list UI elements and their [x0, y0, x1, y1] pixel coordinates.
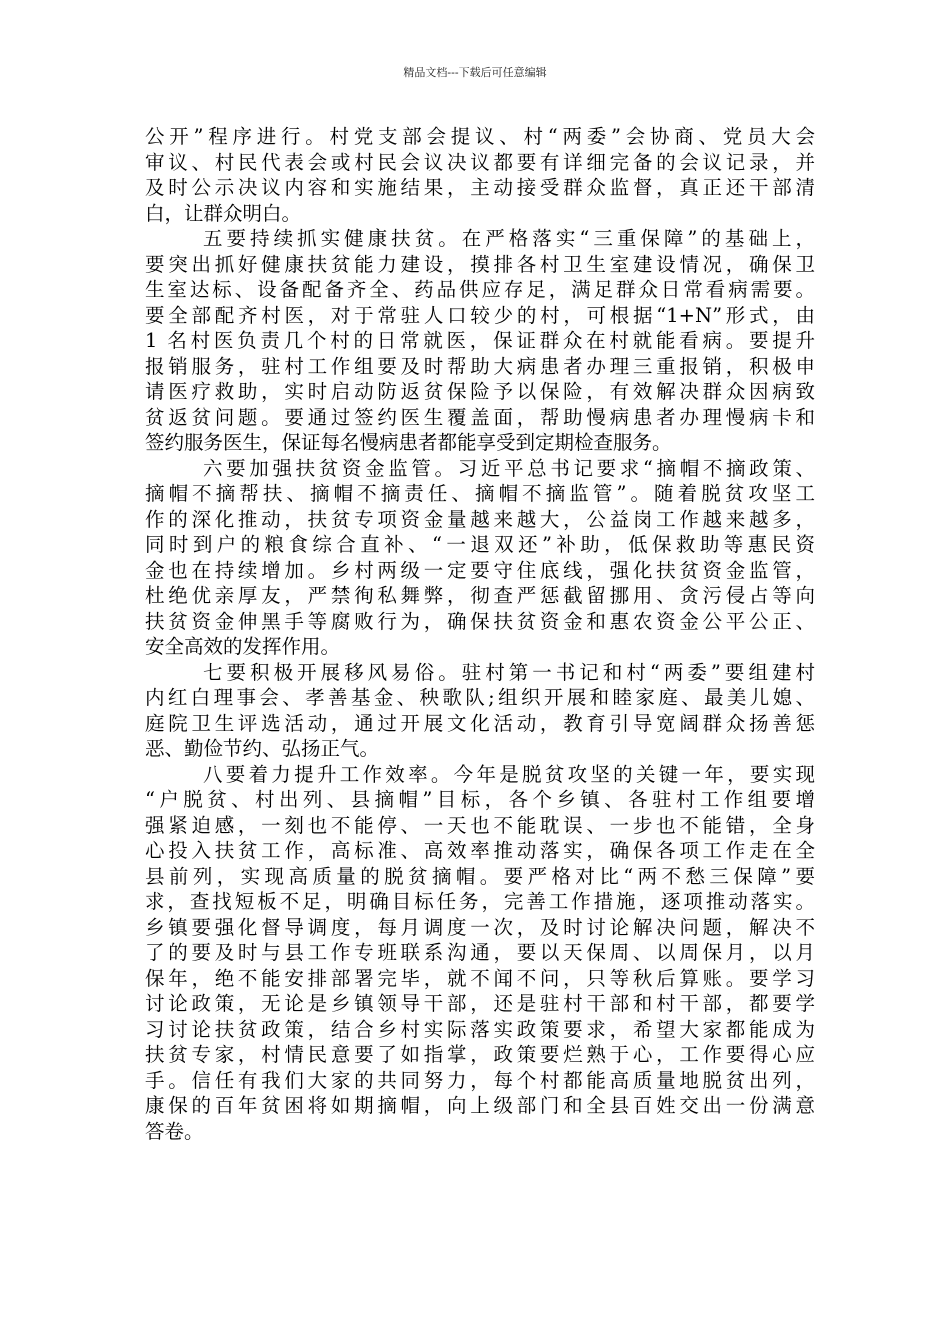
paragraph-line: 作的深化推动，扶贫专项资金量越来越大，公益岗工作越来越多，: [145, 507, 815, 531]
paragraph: [145, 226, 815, 456]
paragraph-line: 六要加强扶贫资金监管。习近平总书记要求“摘帽不摘政策、: [203, 456, 815, 480]
paragraph-line: 要突出抓好健康扶贫能力建设，摸排各村卫生室建设情况，确保卫: [145, 252, 815, 276]
paragraph-line: 同时到户的粮食综合直补、“一退双还”补助，低保救助等惠民资: [145, 533, 815, 556]
paragraph-line: 求，查找短板不足，明确目标任务，完善工作措施，逐项推动落实。: [145, 890, 815, 913]
paragraph: [145, 124, 815, 226]
paragraph-line: 了的要及时与县工作专班联系沟通，要以天保周、以周保月，以月: [145, 941, 815, 964]
paragraph-line: 手。信任有我们大家的共同努力，每个村都能高质量地脱贫出列，: [145, 1068, 815, 1092]
paragraph-line: 扶贫专家，村情民意要了如指掌，政策要烂熟于心，工作要得心应: [145, 1043, 815, 1066]
paragraph-line: 贫返贫问题。要通过签约医生覆盖面，帮助慢病患者办理慢病卡和: [145, 405, 815, 429]
paragraph-line: 及时公示决议内容和实施结果，主动接受群众监督，真正还干部清: [145, 176, 815, 199]
paragraph-line: 安全高效的发挥作用。: [145, 635, 341, 658]
paragraph-line: 讨论政策，无论是乡镇领导干部，还是驻村干部和村干部，都要学: [145, 992, 815, 1015]
paragraph: [145, 456, 815, 660]
paragraph-line: 摘帽不摘帮扶、摘帽不摘责任、摘帽不摘监管”。随着脱贫攻坚工: [145, 482, 815, 505]
paragraph-line: 扶贫资金伸黑手等腐败行为，确保扶贫资金和惠农资金公平公正、: [145, 609, 815, 633]
paragraph-line: 报销服务，驻村工作组要及时帮助大病患者办理三重报销，积极申: [145, 354, 815, 378]
paragraph-line: 心投入扶贫工作，高标准、高效率推动落实，确保各项工作走在全: [145, 839, 815, 862]
paragraph: [145, 762, 815, 1145]
paragraph-line: 杜绝优亲厚友，严禁徇私舞弊，彻查严惩截留挪用、贪污侵占等向: [145, 584, 815, 607]
paragraph: [145, 660, 815, 762]
paragraph-line: 乡镇要强化督导调度，每月调度一次，及时讨论解决问题，解决不: [145, 915, 815, 939]
paragraph-line: 五要持续抓实健康扶贫。在严格落实“三重保障”的基础上，: [203, 227, 815, 250]
paragraph-line: 庭院卫生评选活动，通过开展文化活动，教育引导宽阔群众扬善惩: [145, 711, 815, 735]
paragraph-line: 强紧迫感，一刻也不能停、一天也不能耽误、一步也不能错，全身: [145, 813, 815, 837]
paragraph-line: 签约服务医生，保证每名慢病患者都能享受到定期检查服务。: [145, 431, 672, 454]
paragraph-line: 金也在持续增加。乡村两级一定要守住底线，强化扶贫资金监管，: [145, 558, 815, 582]
paragraph-line: 恶、勤俭节约、弘扬正气。: [145, 737, 380, 760]
paragraph-line: 县前列，实现高质量的脱贫摘帽。要严格对比“两不愁三保障”要: [145, 864, 815, 888]
paragraph-line: 康保的百年贫困将如期摘帽，向上级部门和全县百姓交出一份满意: [145, 1094, 815, 1117]
page-header: 精品文档---下载后可任意编辑: [403, 66, 547, 79]
paragraph-line: 审议、村民代表会或村民会议决议都要有详细完备的会议记录，并: [145, 150, 815, 174]
paragraph-line: 1 名村医负责几个村的日常就医，保证群众在村就能看病。要提升: [145, 329, 815, 352]
paragraph-line: “户脱贫、村出列、县摘帽”目标，各个乡镇、各驻村工作组要增: [145, 788, 815, 811]
paragraph-line: 七要积极开展移风易俗。驻村第一书记和村“两委”要组建村: [203, 660, 815, 684]
paragraph-line: 公开”程序进行。村党支部会提议、村“两委”会协商、党员大会: [145, 125, 815, 148]
paragraph-line: 八要着力提升工作效率。今年是脱贫攻坚的关键一年，要实现: [203, 762, 815, 786]
document-body: [145, 124, 815, 1144]
paragraph-line: 生室达标、设备配备齐全、药品供应存足，满足群众日常看病需要。: [145, 278, 815, 301]
paragraph-line: 要全部配齐村医，对于常驻人口较少的村，可根据“1+N”形式，由: [145, 303, 815, 327]
paragraph-line: 内红白理事会、孝善基金、秧歌队;组织开展和睦家庭、最美儿媳、: [145, 686, 815, 709]
paragraph-line: 白，让群众明白。: [145, 201, 302, 225]
paragraph-line: 答卷。: [145, 1119, 204, 1143]
paragraph-line: 习讨论扶贫政策，结合乡村实际落实政策要求，希望大家都能成为: [145, 1017, 815, 1041]
paragraph-line: 请医疗救助，实时启动防返贫保险予以保险，有效解决群众因病致: [145, 380, 815, 403]
paragraph-line: 保年，绝不能安排部署完毕，就不闻不问，只等秋后算账。要学习: [145, 966, 815, 990]
